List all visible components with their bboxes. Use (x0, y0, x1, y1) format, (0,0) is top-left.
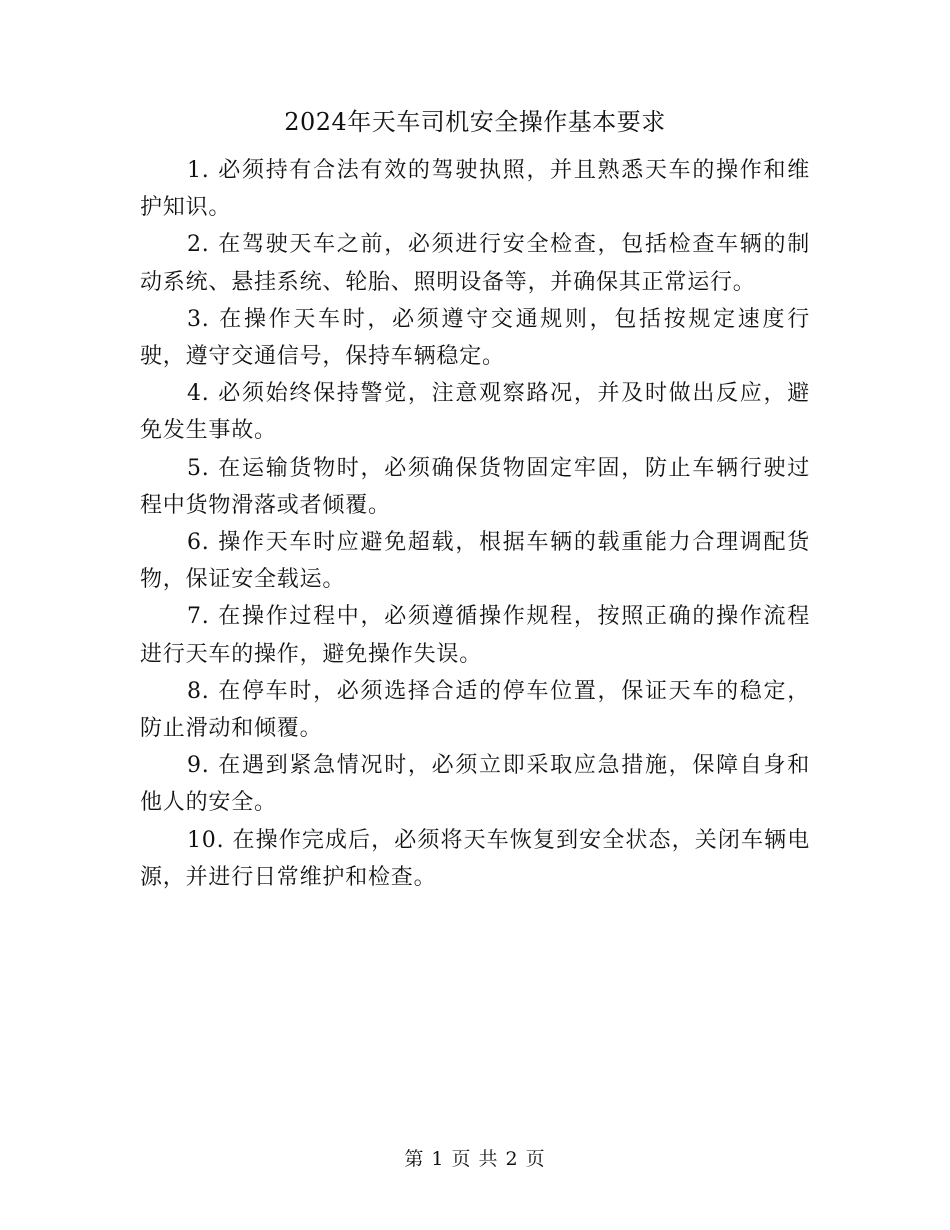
requirement-item-3: 3. 在操作天车时，必须遵守交通规则，包括按规定速度行驶，遵守交通信号，保持车辆稳定。 (140, 306, 810, 370)
requirement-item-7: 7. 在操作过程中，必须遵循操作规程，按照正确的操作流程进行天车的操作，避免操作失误。 (140, 604, 810, 667)
requirement-item-10: 10. 在操作完成后，必须将天车恢复到安全状态，关闭车辆电源，并进行日常维护和检查。 (140, 827, 810, 890)
requirements-list (140, 152, 810, 896)
requirement-item-4: 4. 必须始终保持警觉，注意观察路况，并及时做出反应，避免发生事故。 (140, 381, 810, 444)
requirement-item-1: 1. 必须持有合法有效的驾驶执照，并且熟悉天车的操作和维护知识。 (140, 158, 810, 221)
requirement-item-6: 6. 操作天车时应避免超载，根据车辆的载重能力合理调配货物，保证安全载运。 (140, 530, 810, 593)
document-title: 2024年天车司机安全操作基本要求 (284, 108, 666, 136)
requirement-item-9: 9. 在遇到紧急情况时，必须立即采取应急措施，保障自身和他人的安全。 (140, 753, 810, 816)
requirement-item-8: 8. 在停车时，必须选择合适的停车位置，保证天车的稳定，防止滑动和倾覆。 (140, 678, 810, 742)
requirement-item-2: 2. 在驾驶天车之前，必须进行安全检查，包括检查车辆的制动系统、悬挂系统、轮胎、照明设备等，并确保其正常运行。 (140, 232, 810, 295)
page-indicator: 第 1 页 共 2 页 (404, 1148, 546, 1170)
requirement-item-5: 5. 在运输货物时，必须确保货物固定牢固，防止车辆行驶过程中货物滑落或者倾覆。 (140, 455, 810, 518)
